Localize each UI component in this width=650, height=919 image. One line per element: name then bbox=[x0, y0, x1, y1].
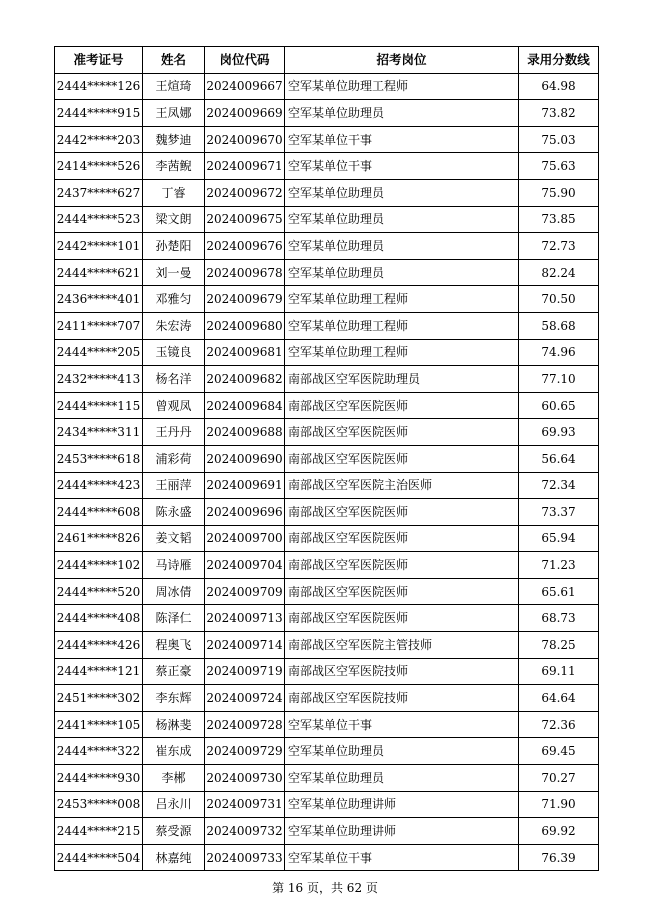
name-cell: 林嘉纯 bbox=[143, 844, 205, 871]
name-cell: 刘一曼 bbox=[143, 259, 205, 286]
name-cell: 魏梦迪 bbox=[143, 126, 205, 153]
name-cell: 李茜鲵 bbox=[143, 153, 205, 180]
post-cell: 南部战区空军医院医师 bbox=[285, 525, 519, 552]
name-cell: 陈泽仁 bbox=[143, 605, 205, 632]
name-cell: 王丹丹 bbox=[143, 419, 205, 446]
exam-id-cell: 2444*****504 bbox=[55, 844, 143, 871]
name-cell: 吕永川 bbox=[143, 791, 205, 818]
table-row bbox=[55, 312, 599, 339]
header-post-code: 岗位代码 bbox=[205, 47, 285, 74]
post-cell: 空军某单位助理讲师 bbox=[285, 791, 519, 818]
post-cell: 空军某单位干事 bbox=[285, 711, 519, 738]
name-cell: 邓雅匀 bbox=[143, 286, 205, 313]
table-row bbox=[55, 419, 599, 446]
results-table bbox=[54, 46, 599, 871]
post-cell: 南部战区空军医院主管技师 bbox=[285, 632, 519, 659]
table-row bbox=[55, 206, 599, 233]
post-code-cell: 2024009730 bbox=[205, 765, 285, 792]
table-body bbox=[55, 73, 599, 871]
score-cell: 70.27 bbox=[519, 765, 599, 792]
score-cell: 75.03 bbox=[519, 126, 599, 153]
table-row bbox=[55, 445, 599, 472]
table-row bbox=[55, 578, 599, 605]
post-cell: 空军某单位助理工程师 bbox=[285, 339, 519, 366]
post-cell: 南部战区空军医院医师 bbox=[285, 578, 519, 605]
exam-id-cell: 2444*****426 bbox=[55, 632, 143, 659]
table-row bbox=[55, 844, 599, 871]
table-row bbox=[55, 153, 599, 180]
score-cell: 76.39 bbox=[519, 844, 599, 871]
score-cell: 69.11 bbox=[519, 658, 599, 685]
exam-id-cell: 2444*****423 bbox=[55, 472, 143, 499]
header-post: 招考岗位 bbox=[285, 47, 519, 74]
name-cell: 李郴 bbox=[143, 765, 205, 792]
score-cell: 69.92 bbox=[519, 818, 599, 845]
post-cell: 空军某单位助理员 bbox=[285, 100, 519, 127]
table-row bbox=[55, 738, 599, 765]
score-cell: 64.98 bbox=[519, 73, 599, 100]
table-row bbox=[55, 711, 599, 738]
exam-id-cell: 2436*****401 bbox=[55, 286, 143, 313]
exam-id-cell: 2442*****101 bbox=[55, 233, 143, 260]
table-row bbox=[55, 605, 599, 632]
exam-id-cell: 2444*****205 bbox=[55, 339, 143, 366]
table-row bbox=[55, 499, 599, 526]
post-cell: 空军某单位助理员 bbox=[285, 259, 519, 286]
exam-id-cell: 2453*****008 bbox=[55, 791, 143, 818]
score-cell: 82.24 bbox=[519, 259, 599, 286]
post-cell: 南部战区空军医院助理员 bbox=[285, 366, 519, 393]
post-cell: 南部战区空军医院主治医师 bbox=[285, 472, 519, 499]
post-code-cell: 2024009690 bbox=[205, 445, 285, 472]
post-code-cell: 2024009667 bbox=[205, 73, 285, 100]
name-cell: 蔡正豪 bbox=[143, 658, 205, 685]
table-header-row bbox=[55, 47, 599, 74]
name-cell: 玉镜良 bbox=[143, 339, 205, 366]
table-row bbox=[55, 765, 599, 792]
name-cell: 孙楚阳 bbox=[143, 233, 205, 260]
post-code-cell: 2024009672 bbox=[205, 179, 285, 206]
post-cell: 空军某单位干事 bbox=[285, 153, 519, 180]
name-cell: 程奥飞 bbox=[143, 632, 205, 659]
post-cell: 南部战区空军医院医师 bbox=[285, 392, 519, 419]
exam-id-cell: 2442*****203 bbox=[55, 126, 143, 153]
score-cell: 65.94 bbox=[519, 525, 599, 552]
post-cell: 空军某单位助理员 bbox=[285, 765, 519, 792]
table-row bbox=[55, 472, 599, 499]
name-cell: 朱宏涛 bbox=[143, 312, 205, 339]
exam-id-cell: 2453*****618 bbox=[55, 445, 143, 472]
table-row bbox=[55, 73, 599, 100]
exam-id-cell: 2437*****627 bbox=[55, 179, 143, 206]
score-cell: 73.82 bbox=[519, 100, 599, 127]
exam-id-cell: 2411*****707 bbox=[55, 312, 143, 339]
name-cell: 杨淋斐 bbox=[143, 711, 205, 738]
score-cell: 71.90 bbox=[519, 791, 599, 818]
post-code-cell: 2024009669 bbox=[205, 100, 285, 127]
score-cell: 71.23 bbox=[519, 552, 599, 579]
post-code-cell: 2024009729 bbox=[205, 738, 285, 765]
score-cell: 78.25 bbox=[519, 632, 599, 659]
name-cell: 崔东成 bbox=[143, 738, 205, 765]
post-cell: 空军某单位助理工程师 bbox=[285, 73, 519, 100]
name-cell: 王凤娜 bbox=[143, 100, 205, 127]
exam-id-cell: 2444*****102 bbox=[55, 552, 143, 579]
name-cell: 姜文韬 bbox=[143, 525, 205, 552]
post-code-cell: 2024009709 bbox=[205, 578, 285, 605]
post-code-cell: 2024009728 bbox=[205, 711, 285, 738]
name-cell: 马诗雁 bbox=[143, 552, 205, 579]
post-code-cell: 2024009700 bbox=[205, 525, 285, 552]
post-code-cell: 2024009714 bbox=[205, 632, 285, 659]
exam-id-cell: 2451*****302 bbox=[55, 685, 143, 712]
name-cell: 浦彩荷 bbox=[143, 445, 205, 472]
header-score-line: 录用分数线 bbox=[519, 47, 599, 74]
post-code-cell: 2024009731 bbox=[205, 791, 285, 818]
exam-id-cell: 2444*****322 bbox=[55, 738, 143, 765]
post-cell: 南部战区空军医院技师 bbox=[285, 685, 519, 712]
score-cell: 64.64 bbox=[519, 685, 599, 712]
post-cell: 南部战区空军医院技师 bbox=[285, 658, 519, 685]
table-row bbox=[55, 685, 599, 712]
score-cell: 74.96 bbox=[519, 339, 599, 366]
exam-id-cell: 2444*****215 bbox=[55, 818, 143, 845]
post-code-cell: 2024009696 bbox=[205, 499, 285, 526]
exam-id-cell: 2444*****121 bbox=[55, 658, 143, 685]
score-cell: 56.64 bbox=[519, 445, 599, 472]
score-cell: 77.10 bbox=[519, 366, 599, 393]
post-code-cell: 2024009684 bbox=[205, 392, 285, 419]
post-cell: 空军某单位助理工程师 bbox=[285, 286, 519, 313]
table-row bbox=[55, 339, 599, 366]
post-cell: 南部战区空军医院医师 bbox=[285, 445, 519, 472]
post-cell: 南部战区空军医院医师 bbox=[285, 552, 519, 579]
exam-id-cell: 2444*****621 bbox=[55, 259, 143, 286]
post-cell: 空军某单位干事 bbox=[285, 126, 519, 153]
post-cell: 南部战区空军医院医师 bbox=[285, 419, 519, 446]
exam-id-cell: 2444*****523 bbox=[55, 206, 143, 233]
score-cell: 70.50 bbox=[519, 286, 599, 313]
post-code-cell: 2024009680 bbox=[205, 312, 285, 339]
name-cell: 丁睿 bbox=[143, 179, 205, 206]
score-cell: 65.61 bbox=[519, 578, 599, 605]
post-code-cell: 2024009688 bbox=[205, 419, 285, 446]
post-code-cell: 2024009678 bbox=[205, 259, 285, 286]
exam-id-cell: 2461*****826 bbox=[55, 525, 143, 552]
post-code-cell: 2024009704 bbox=[205, 552, 285, 579]
score-cell: 75.63 bbox=[519, 153, 599, 180]
post-cell: 空军某单位助理员 bbox=[285, 206, 519, 233]
name-cell: 李东辉 bbox=[143, 685, 205, 712]
post-code-cell: 2024009719 bbox=[205, 658, 285, 685]
header-exam-id: 准考证号 bbox=[55, 47, 143, 74]
post-cell: 空军某单位干事 bbox=[285, 844, 519, 871]
table-row bbox=[55, 286, 599, 313]
post-cell: 空军某单位助理员 bbox=[285, 179, 519, 206]
post-cell: 空军某单位助理工程师 bbox=[285, 312, 519, 339]
score-cell: 72.73 bbox=[519, 233, 599, 260]
table-row bbox=[55, 100, 599, 127]
name-cell: 周冰倩 bbox=[143, 578, 205, 605]
score-cell: 72.36 bbox=[519, 711, 599, 738]
exam-id-cell: 2444*****915 bbox=[55, 100, 143, 127]
name-cell: 蔡受源 bbox=[143, 818, 205, 845]
name-cell: 陈永盛 bbox=[143, 499, 205, 526]
table-row bbox=[55, 632, 599, 659]
post-cell: 空军某单位助理员 bbox=[285, 738, 519, 765]
score-cell: 68.73 bbox=[519, 605, 599, 632]
table-row bbox=[55, 366, 599, 393]
post-code-cell: 2024009681 bbox=[205, 339, 285, 366]
name-cell: 王煊琦 bbox=[143, 73, 205, 100]
table-row bbox=[55, 259, 599, 286]
post-code-cell: 2024009733 bbox=[205, 844, 285, 871]
post-cell: 南部战区空军医院医师 bbox=[285, 499, 519, 526]
table-row bbox=[55, 658, 599, 685]
exam-id-cell: 2444*****126 bbox=[55, 73, 143, 100]
post-code-cell: 2024009691 bbox=[205, 472, 285, 499]
score-cell: 69.93 bbox=[519, 419, 599, 446]
name-cell: 王丽萍 bbox=[143, 472, 205, 499]
exam-id-cell: 2444*****608 bbox=[55, 499, 143, 526]
score-cell: 58.68 bbox=[519, 312, 599, 339]
exam-id-cell: 2434*****311 bbox=[55, 419, 143, 446]
table-row bbox=[55, 126, 599, 153]
table-row bbox=[55, 552, 599, 579]
page-footer: 第 16 页，共 62 页 bbox=[272, 881, 378, 895]
score-cell: 75.90 bbox=[519, 179, 599, 206]
name-cell: 杨名洋 bbox=[143, 366, 205, 393]
score-cell: 73.85 bbox=[519, 206, 599, 233]
exam-id-cell: 2444*****408 bbox=[55, 605, 143, 632]
exam-id-cell: 2444*****520 bbox=[55, 578, 143, 605]
exam-id-cell: 2444*****115 bbox=[55, 392, 143, 419]
table-row bbox=[55, 179, 599, 206]
table-row bbox=[55, 525, 599, 552]
score-cell: 72.34 bbox=[519, 472, 599, 499]
exam-id-cell: 2444*****930 bbox=[55, 765, 143, 792]
post-cell: 南部战区空军医院医师 bbox=[285, 605, 519, 632]
table-row bbox=[55, 392, 599, 419]
post-code-cell: 2024009671 bbox=[205, 153, 285, 180]
post-code-cell: 2024009682 bbox=[205, 366, 285, 393]
score-cell: 60.65 bbox=[519, 392, 599, 419]
table-row bbox=[55, 818, 599, 845]
table-row bbox=[55, 791, 599, 818]
post-code-cell: 2024009679 bbox=[205, 286, 285, 313]
post-code-cell: 2024009675 bbox=[205, 206, 285, 233]
exam-id-cell: 2441*****105 bbox=[55, 711, 143, 738]
header-name: 姓名 bbox=[143, 47, 205, 74]
score-cell: 73.37 bbox=[519, 499, 599, 526]
table-row bbox=[55, 233, 599, 260]
score-cell: 69.45 bbox=[519, 738, 599, 765]
post-cell: 空军某单位助理讲师 bbox=[285, 818, 519, 845]
post-code-cell: 2024009713 bbox=[205, 605, 285, 632]
exam-id-cell: 2432*****413 bbox=[55, 366, 143, 393]
post-code-cell: 2024009732 bbox=[205, 818, 285, 845]
name-cell: 梁文朗 bbox=[143, 206, 205, 233]
exam-id-cell: 2414*****526 bbox=[55, 153, 143, 180]
post-code-cell: 2024009676 bbox=[205, 233, 285, 260]
post-code-cell: 2024009724 bbox=[205, 685, 285, 712]
name-cell: 曾观凤 bbox=[143, 392, 205, 419]
post-cell: 空军某单位助理员 bbox=[285, 233, 519, 260]
post-code-cell: 2024009670 bbox=[205, 126, 285, 153]
